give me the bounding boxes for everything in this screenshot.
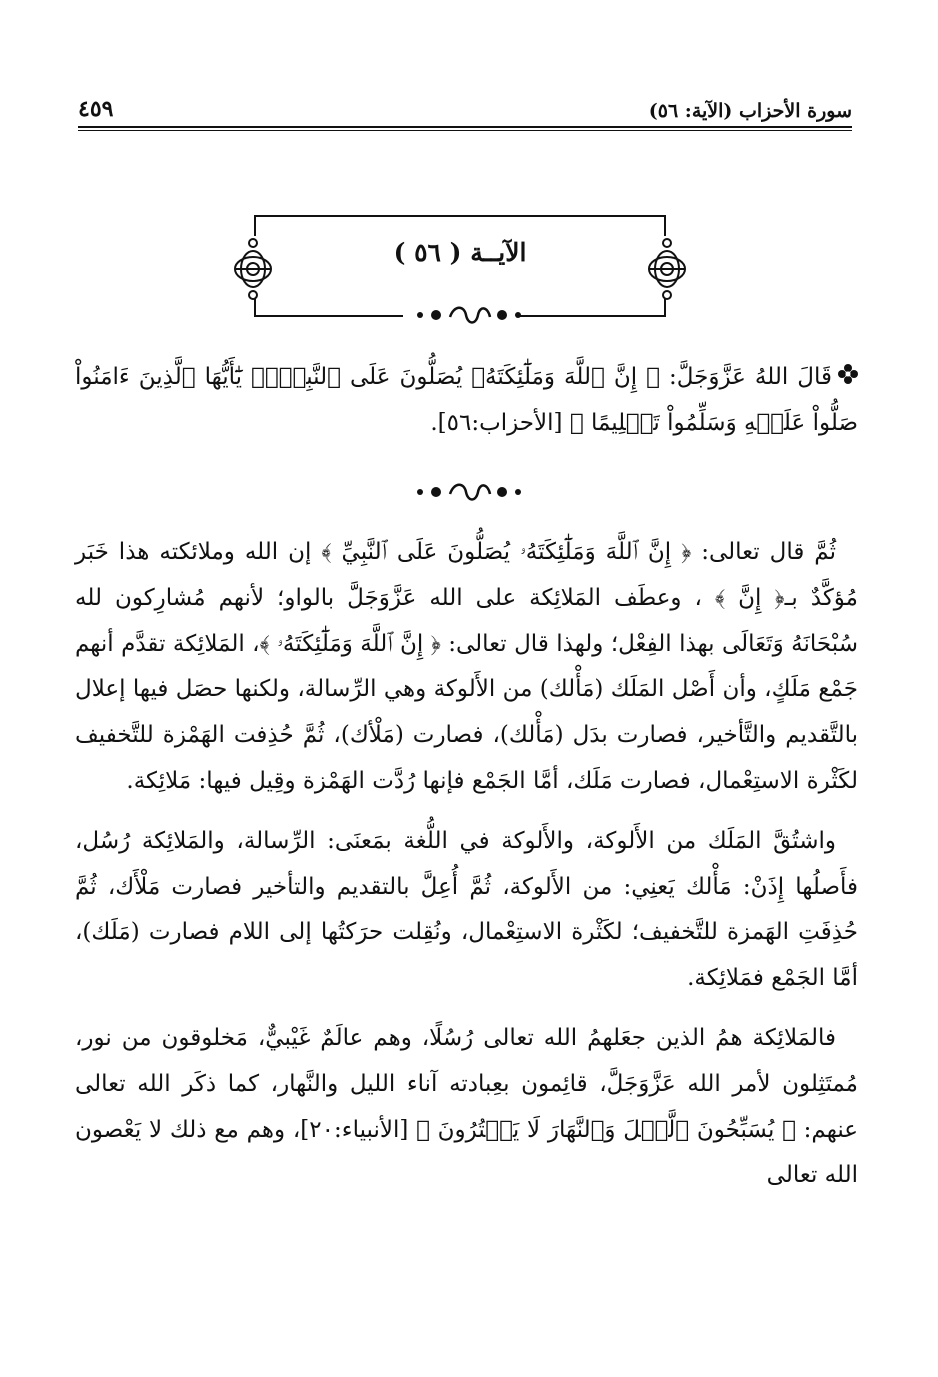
knot-ornament-icon (231, 236, 275, 306)
section-title: الآيــة ( ٥٦ ) (393, 238, 527, 267)
header-title: سورة الأحزاب (الآية: ٥٦) (648, 100, 852, 122)
paragraph (75, 1016, 858, 1199)
verse-text: ﴿ إِنَّ ٱللَّهَ وَمَلَٰٓئِكَتَهُۥ يُصَلُّونَ عَلَى ٱلنَّبِيِّۚ يَٰٓأَيُّهَا ٱلَّذِينَ ءَامَنُواْ صَلُّواْ عَلَيۡهِ وَسَلِّمُواْ تَسۡلِيمًا ﴾ (75, 364, 858, 436)
verse-block (75, 355, 858, 447)
paragraph-text: واشتُقَّ المَلَك من الأَلوكة، والأَلوكة في اللُّغة بمَعنَى: الرِّسالة، والمَلائِكة رُسُل، فأَصلُها إِذَنْ: مَأْلك يَعنِي: من الأَلوكة، ثُمَّ أُعِلَّ بالتقديم والتأخير فصارت مَلْأَك، ثُمَّ حُذِفَتِ الهَمزة للتَّخفيف؛ لكَثْرة الاستِعْمال، ونُقِلت حرَكتُها إلى اللام فصارت (مَلَك)، أمَّا الجَمْع فمَلائِكة. (75, 827, 858, 992)
header-rule (78, 126, 852, 131)
running-header (78, 92, 852, 122)
divider-ornament-icon (0, 303, 938, 327)
verse-intro: قَالَ اللهُ عَزَّوَجَلَّ: (668, 364, 832, 390)
verse-reference: [الأحزاب:٥٦]. (430, 409, 563, 436)
divider-ornament-icon (0, 480, 938, 504)
flower-icon (838, 355, 858, 401)
commentary-body (75, 530, 858, 1199)
paragraph-text: فالمَلائِكة همُ الذين جعَلهمُ الله تعالى رُسُلًا، وهم عالَمٌ غَيْبيٌّ، مَخلوقون من نور، مُمتَثِلون لأمر الله عَزَّوَجَلَّ، قائِمون بعِبادته آناء الليل والنَّهار، كما ذكَر الله تعالى عنهم: ﴿ يُسَبِّحُونَ ٱلَّيۡلَ وَٱلنَّهَارَ لَا يَفۡتُرُونَ ﴾ [الأنبياء:٢٠]، وهم مع ذلك لا يَعْصون الله تعالى (75, 1024, 858, 1189)
page-number: ٤٥٩ (78, 96, 114, 122)
paragraph (75, 530, 858, 805)
knot-ornament-icon (645, 236, 689, 306)
paragraph-text: ثُمَّ قال تعالى: ﴿ إِنَّ ٱللَّهَ وَمَلَٰٓئِكَتَهُۥ يُصَلُّونَ عَلَى ٱلنَّبِيِّ ﴾ إن الله وملائكته هذا خَبَر مُؤكَّدٌ بـ﴿ إِنَّ ﴾ ، وعطَف المَلائِكة على الله عَزَّوَجَلَّ بالواو؛ لأنهم مُشارِكون لله سُبْحَانَهُ وَتَعَالَى بهذا الفِعْل؛ ولهذا قال تعالى: ﴿ إِنَّ ٱللَّهَ وَمَلَٰٓئِكَتَهُۥ ﴾، المَلائِكة تقدَّم أنهم جَمْع مَلَكٍ، وأن أَصْل المَلَك (مَأْلك) من الأَلوكة وهي الرِّسالة، ولكنها حصَل فيها إعلال بالتَّقديم والتَّأخير، فصارت بدَل (مَأْلك)، فصارت (مَلْأك)، ثُمَّ حُذِفت الهَمْزة للتَّخفيف لكَثْرة الاستِعْمال، فصارت مَلَك، أمَّا الجَمْع فإنها رُدَّت الهَمْزة وقِيل فيها: مَلائِكة. (75, 539, 858, 794)
paragraph (75, 819, 858, 1002)
